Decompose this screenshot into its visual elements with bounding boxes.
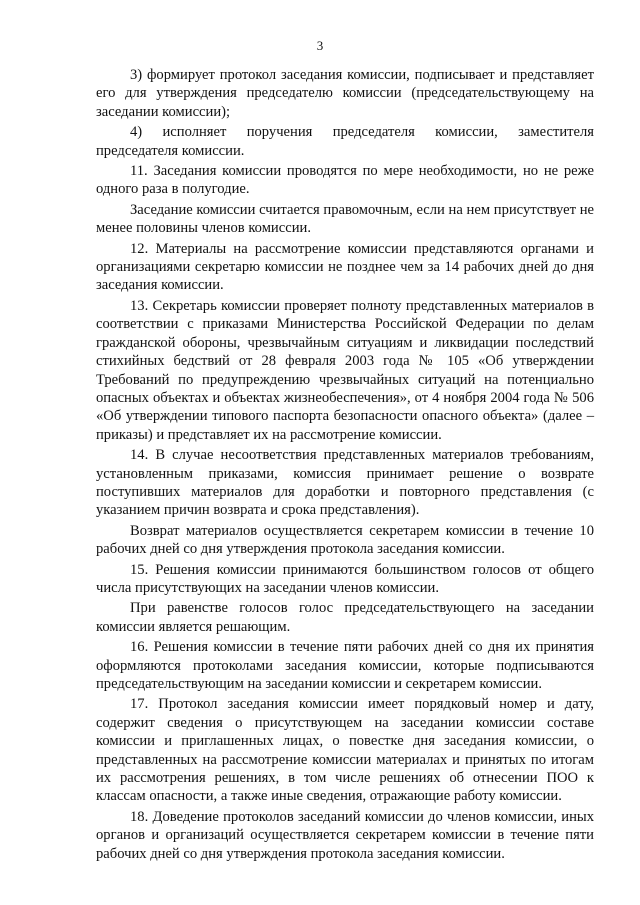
paragraph-clause-13: 13. Секретарь комиссии проверяет полноту представленных материалов в соответствии с приказами Министерства Российской Федерации по делам гражданской обороны, чрезвычайным ситуациям и ликвидации последствий стихийных бедствий от 28 февраля 2003 года № 105 «Об утверждении Требований по предупреждению чрезвычайных ситуаций на потенциально опасных объектах и объектах жизнеобеспечения», от 4 ноября 2004 года № 506 «Об утверждении типового паспорта безопасности опасного объекта» (далее – приказы) и представляет их на рассмотрение комиссии.: [96, 297, 594, 443]
paragraph-clause-14: 14. В случае несоответствия представленных материалов требованиям, установленным приказами, комиссия принимает решение о возврате поступивших материалов для доработки и повторного представления (с указанием причин возврата и срока представления).: [96, 447, 594, 519]
document-body: [96, 66, 594, 863]
paragraph-item-3: 3) формирует протокол заседания комиссии, подписывает и представляет его для утверждения председателю комиссии (председательствующему на заседании комиссии);: [96, 67, 594, 120]
paragraph-clause-12: 12. Материалы на рассмотрение комиссии представляются органами и организациями секретарю комиссии не позднее чем за 14 рабочих дней до дня заседания комиссии.: [96, 240, 594, 294]
paragraph-tie-vote: При равенстве голосов голос председательствующего на заседании комиссии является решающим.: [96, 600, 594, 635]
paragraph-clause-11: 11. Заседания комиссии проводятся по мере необходимости, но не реже одного раза в полугодие.: [96, 163, 594, 198]
paragraph-clause-18: 18. Доведение протоколов заседаний комиссии до членов комиссии, иных органов и организаций осуществляется секретарем комиссии в течение пяти рабочих дней со дня утверждения протокола заседания комиссии.: [96, 808, 594, 862]
paragraph-item-4: 4) исполняет поручения председателя комиссии, заместителя председателя комиссии.: [96, 124, 594, 159]
paragraph-clause-16: 16. Решения комиссии в течение пяти рабочих дней со дня их принятия оформляются протоколами заседания комиссии, которые подписываются председательствующим на заседании комиссии и секретарем комиссии.: [96, 639, 594, 692]
paragraph-clause-15: 15. Решения комиссии принимаются большинством голосов от общего числа присутствующих на заседании членов комиссии.: [96, 561, 594, 596]
page-number: 3: [316, 38, 324, 53]
paragraph-quorum: Заседание комиссии считается правомочным, если на нем присутствует не менее половины членов комиссии.: [96, 201, 594, 237]
paragraph-return-materials: Возврат материалов осуществляется секретарем комиссии в течение 10 рабочих дней со дня утверждения протокола заседания комиссии.: [96, 522, 594, 558]
paragraph-clause-17: 17. Протокол заседания комиссии имеет порядковый номер и дату, содержит сведения о присутствующем на заседании комиссии составе комиссии и приглашенных лицах, о повестке дня заседания комиссии, о представленных на рассмотрение комиссии материалах и принятых по итогам их рассмотрения решениях, в том числе решениях об отнесении ПОО к классам опасности, а также иные сведения, отражающие работу комиссии.: [96, 696, 594, 805]
